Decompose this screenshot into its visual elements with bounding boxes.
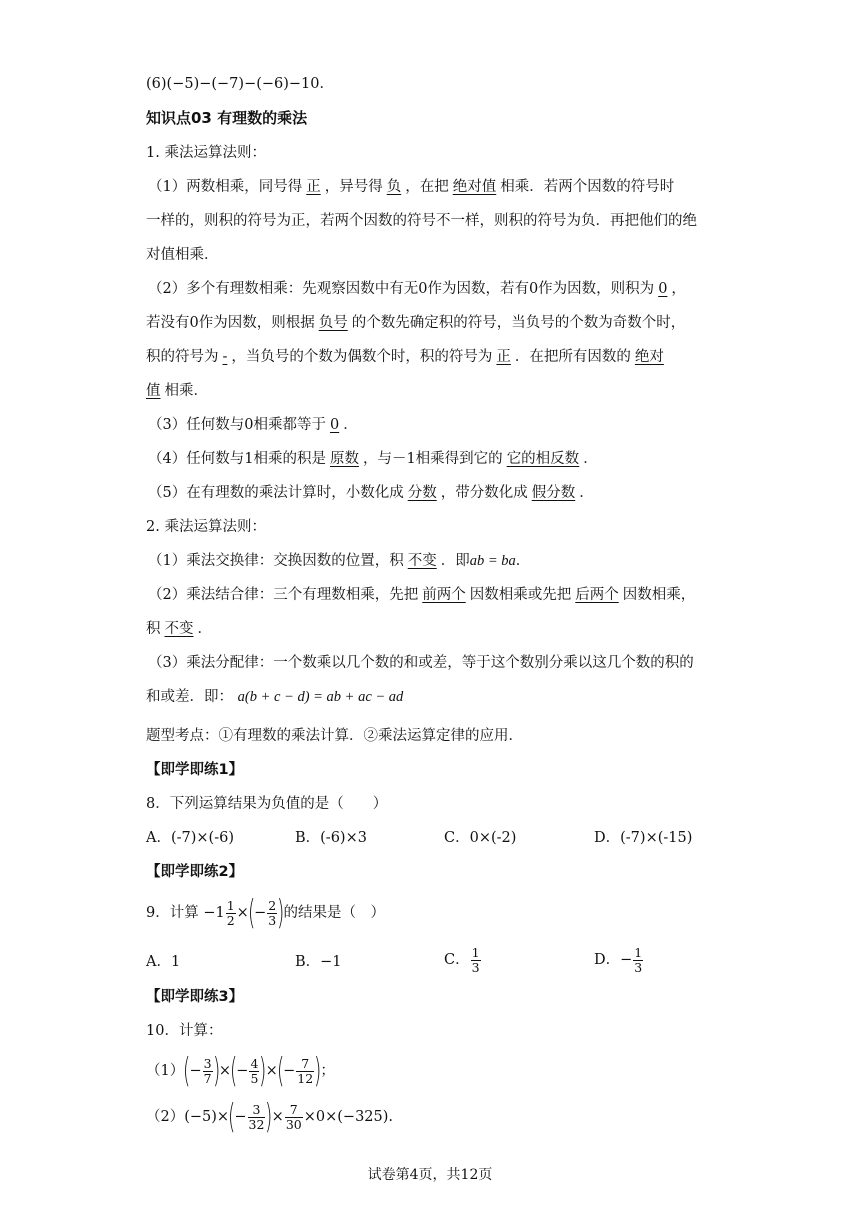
q10-part-1: （1）(− $\frac{3}{7}$ )×(− $\frac{4}{5}$ )×(− $\frac{7}{12}$ )；	[146, 1051, 335, 1091]
blank-answer: 负	[386, 179, 402, 195]
q8-option-a: A．(-7)×(-6)	[146, 830, 234, 846]
blank-answer: 原数	[329, 451, 359, 467]
rule-2-line1: （2）多个有理数相乘：先观察因数中有无0作为因数，若有0作为因数，则积为 0 ，	[148, 281, 686, 297]
formula: a(b + c − d) = ab + ac − ad	[237, 689, 404, 705]
blank-answer: 正	[496, 349, 511, 365]
rule-5: （5）在有理数的乘法计算时，小数化成 分数 ，带分数化成 假分数 ．	[148, 485, 594, 501]
formula: ab = ba	[469, 553, 516, 569]
fraction: $\frac{2}{3}$	[268, 897, 277, 928]
blank-answer: 绝对值	[452, 179, 497, 195]
blank-answer: 前两个	[422, 587, 466, 603]
rule-1-line2: 一样的，则积的符号为正，若两个因数的符号不一样，则积的符号为负．再把他们的绝	[146, 213, 697, 229]
rule-2-line2: 若没有0作为因数，则根据 负号 的个数先确定积的符号，当负号的个数为奇数个时，	[146, 315, 686, 331]
q9-option-b: B．−1	[295, 954, 342, 970]
q8-stem: 8．下列运算结果为负值的是（ ）	[146, 796, 388, 812]
blank-answer: 负号	[318, 315, 348, 331]
blank-answer: -	[222, 349, 228, 365]
exercise-6-line: (6)(−5)−(−7)−(−6)−10．	[146, 76, 335, 92]
rules2-title: 2. 乘法运算法则：	[146, 519, 266, 535]
law-3-line2: 和或差．即： a(b + c − d) = ab + ac − ad	[146, 689, 404, 705]
law-2-line2: 积 不变 ．	[146, 621, 212, 637]
q10-part-2: （2）(−5)×(− $\frac{3}{32}$ )× $\frac{7}{30}$ ×0×(−325).	[146, 1097, 394, 1137]
question-types: 题型考点：①有理数的乘法计算．②乘法运算定律的应用．	[146, 728, 523, 744]
q10-stem: 10．计算：	[146, 1023, 223, 1039]
q8-option-c: C．0×(-2)	[444, 830, 517, 846]
fraction: $\frac{7}{12}$	[297, 1055, 314, 1086]
blank-answer: 值	[146, 383, 161, 399]
law-3-line1: （3）乘法分配律：一个数乘以几个数的和或差，等于这个数别分乘以这几个数的积的	[148, 655, 694, 671]
fraction: $\frac{7}{30}$	[285, 1101, 302, 1132]
page-footer: 试卷第4页，共12页	[367, 1167, 493, 1183]
q9-option-c: C． $\frac{1}{3}$	[444, 944, 480, 975]
blank-answer: 它的相反数	[506, 451, 580, 467]
blank-answer: 假分数	[531, 485, 576, 501]
fraction: $\frac{1}{3}$	[471, 944, 480, 975]
q8-option-d: D．(-7)×(-15)	[594, 830, 693, 846]
fraction: $\frac{1}{2}$	[226, 897, 235, 928]
fraction: $\frac{1}{3}$	[634, 944, 643, 975]
blank-answer: 不变	[407, 553, 437, 569]
blank-answer: 0	[658, 281, 668, 297]
practice-heading-1: 【即学即练1】	[146, 762, 244, 778]
law-1: （1）乘法交换律：交换因数的位置，积 不变 ．即ab = ba．	[148, 553, 531, 569]
rule-1-line3: 对值相乘．	[146, 247, 219, 263]
rule-2-line3: 积的符号为 - ，当负号的个数为偶数个时，积的符号为 正 ．在把所有因数的 绝对	[146, 347, 668, 367]
blank-answer: 分数	[407, 485, 437, 501]
law-2-line1: （2）乘法结合律：三个有理数相乘，先把 前两个 因数相乘或先把 后两个 因数相乘，	[148, 587, 696, 603]
q9-option-a: A．1	[146, 954, 181, 970]
blank-answer: 0	[329, 417, 340, 433]
rule-3: （3）任何数与0相乘都等于 0 ．	[148, 417, 358, 433]
q8-option-b: B．(-6)×3	[295, 830, 367, 846]
fraction: $\frac{3}{32}$	[248, 1101, 265, 1132]
blank-answer: 不变	[164, 621, 194, 637]
blank-answer: 后两个	[575, 587, 619, 603]
fraction: $\frac{3}{7}$	[203, 1055, 212, 1086]
blank-answer: 绝对	[634, 349, 664, 365]
rule-4: （4）任何数与1相乘的积是 原数 ，与－1相乘得到它的 它的相反数 ．	[148, 451, 598, 467]
q9-option-d: D．− $\frac{1}{3}$	[594, 944, 643, 975]
blank-answer: 正	[306, 179, 321, 195]
rule-2-line4: 值 相乘．	[146, 383, 208, 399]
rule-1-line1: （1）两数相乘，同号得 正 ，异号得 负 ，在把 绝对值 相乘．若两个因数的符号时	[148, 179, 675, 195]
practice-heading-3: 【即学即练3】	[146, 989, 244, 1005]
fraction: $\frac{4}{5}$	[250, 1055, 259, 1086]
rules1-title: 1. 乘法运算法则：	[146, 145, 266, 161]
section-heading: 知识点03 有理数的乘法	[146, 109, 308, 127]
q9-stem: 9．计算 −1 $\frac{1}{2}$ ×(− $\frac{2}{3}$ )的结果是（ ）	[146, 893, 385, 933]
practice-heading-2: 【即学即练2】	[146, 864, 244, 880]
